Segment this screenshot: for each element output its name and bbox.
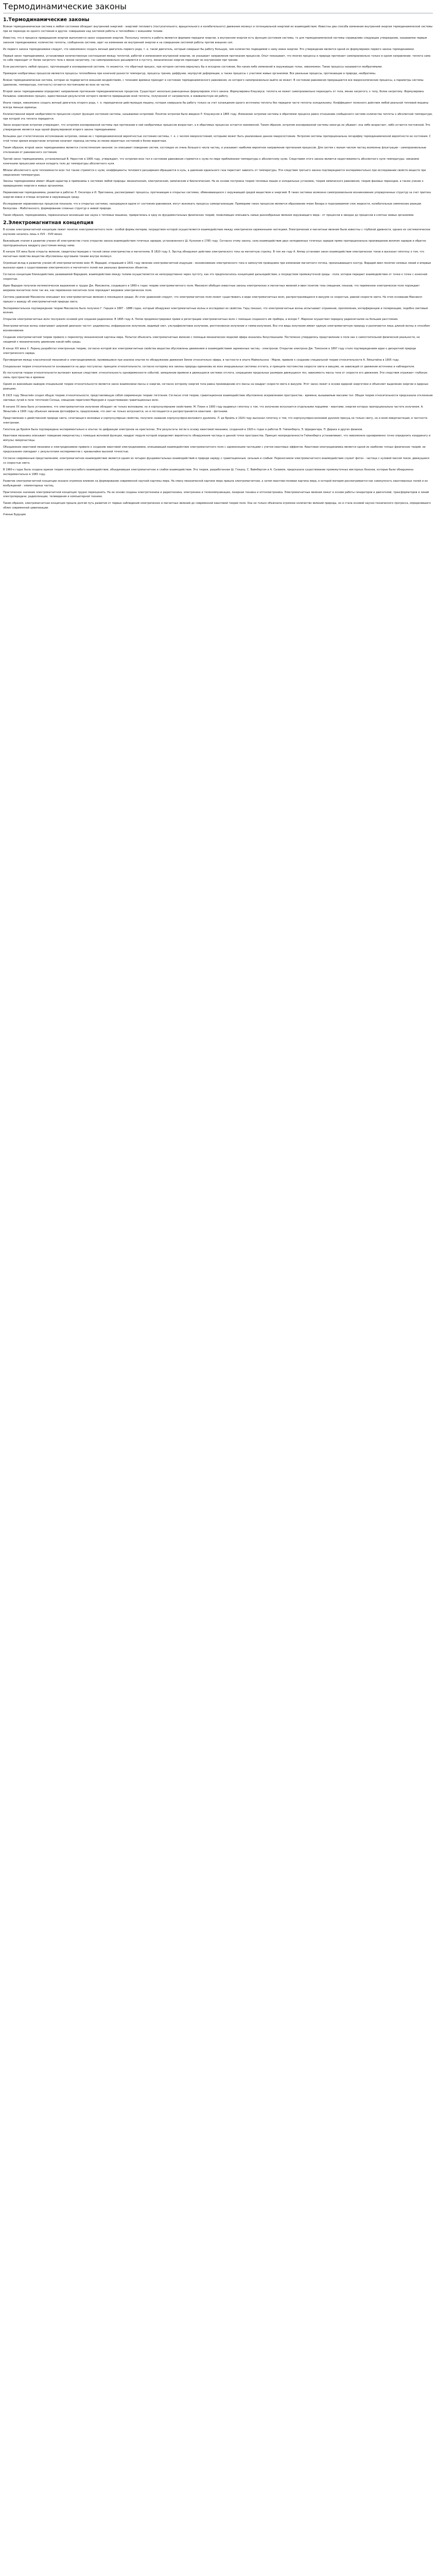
- section-heading: 2.Электромагнитная концепция: [3, 219, 94, 226]
- paragraph: Экспериментальное подтверждение теории Максвелла было получено Г. Герцем в 1887 - 1888 годах, который обнаружил электромагнитные волны и исследовал их свойства. Герц показал, что электромагнитные волны испытывают отражение, преломление, интерференцию и поляризацию, подобно световым волнам.: [3, 307, 428, 315]
- paragraph: Система уравнений Максвелла описывает все электромагнитные явления в покоящихся средах. Из этих уравнений следует, что электромагнитное поле может существовать в виде электромагнитных волн, распространяющихся в вакууме со скоростью, равной скорости света. На этом основании Максвелл пришел к выводу об электромагнитной природе света.: [3, 295, 423, 303]
- paragraph: Противоречия между классической механикой и электродинамикой, проявившиеся при анализе опытов по обнаружению движения Земли относительно эфира, в частности в опыте Майкельсона - Морли, привели к созданию специальной теории относительности А. Эйнштейна в 1905 году.: [3, 358, 399, 362]
- paragraph: Создание электромагнитной теории привело к пересмотру механической картины мира. Попытки объяснить электромагнитные явления с помощью механических моделей эфира оказались безуспешными. Постепенно утвердилось представление о поле как о самостоятельной физической реальности, не сводимой к механическому движению какой-либо среды.: [3, 336, 420, 344]
- truncated-tail-text: Ученые Будущие: [3, 513, 26, 517]
- paragraph: Согласно концепции близкодействия, развиваемой Фарадеем, взаимодействие между телами осуществляется не непосредственно через пустоту, как это предполагалось концепцией дальнодействия, а посредством промежуточной среды - поля, которое передает взаимодействие от точки к точке с конечной скоростью.: [3, 273, 427, 281]
- paragraph: Согласно современным представлениям, электромагнитное взаимодействие является одним из четырех фундаментальных взаимодействий в природе наряду с гравитационным, сильным и слабым. Переносчиком электромагнитного взаимодействия служит фотон - частица с нулевой массой покоя, движущаяся со скоростью света.: [3, 457, 429, 465]
- paragraph: Второй закон термодинамики определяет направление протекания термодинамических процессов. Существует несколько равноценных формулировок этого закона. Формулировка Клаузиуса: теплота не может самопроизвольно переходить от тела, менее нагретого, к телу, более нагретому. Формулировка Кельвина: невозможен процесс, единственным результатом которого является превращение всей теплоты, полученной от нагревателя, в эквивалентную ей работу.: [3, 90, 424, 98]
- paragraph: Вблизи абсолютного нуля теплоемкости всех тел также стремятся к нулю, коэффициенты теплового расширения обращаются в нуль, а давление идеального газа перестает зависеть от температуры. Эти следствия третьего закона подтверждаются экспериментально при исследовании свойств веществ при сверхнизких температурах.: [3, 168, 426, 177]
- paragraph: Больцман дал статистическое истолкование энтропии, связав ее с термодинамической вероятностью состояния системы, т. е. с числом микросостояний, которыми может быть реализовано данное макросостояние. Энтропия системы пропорциональна логарифму термодинамической вероятности ее состояния. С этой точки зрения возрастание энтропии означает переход системы из менее вероятных состояний в более вероятные.: [3, 135, 431, 143]
- paragraph: Электромагнитные волны охватывают широкий диапазон частот: радиоволны, инфракрасное излучение, видимый свет, ультрафиолетовое излучение, рентгеновское излучение и гамма-излучение. Все эти виды излучения имеют единую электромагнитную природу и различаются лишь длиной волны и способом возникновения.: [3, 325, 430, 333]
- document-body: [3, 17, 433, 511]
- paragraph: Таким образом, второй закон термодинамики является статистическим законом: он описывает поведение систем, состоящих из очень большого числа частиц, и указывает наиболее вероятное направление протекания процессов. Для систем с малым числом частиц возможны флуктуации - самопроизвольные отклонения от равновесного состояния.: [3, 146, 426, 154]
- paragraph: В начале XX века было установлено, что электромагнитное излучение обладает не только волновыми, но и корпускулярными свойствами. М. Планк в 1900 году выдвинул гипотезу о том, что излучение испускается отдельными порциями - квантами, энергия которых пропорциональна частоте излучения. А. Эйнштейн в 1905 году объяснил явление фотоэффекта, предположив, что свет не только испускается, но и поглощается и распространяется квантами - фотонами.: [3, 405, 424, 413]
- paragraph: Важнейшим этапом в развитии учения об электричестве стало открытие закона взаимодействия точечных зарядов, установленного Ш. Кулоном в 1785 году. Согласно этому закону, сила взаимодействия двух неподвижных точечных зарядов прямо пропорциональна произведению величин зарядов и обратно пропорциональна квадрату расстояния между ними.: [3, 239, 426, 247]
- page-title: Термодинамические законы: [3, 2, 433, 13]
- paragraph: Третий закон термодинамики, установленный В. Нернстом в 1906 году, утверждает, что энтропия всех тел в состоянии равновесия стремится к нулю по мере приближения температуры к абсолютному нулю. Следствием этого закона является недостижимость абсолютного нуля температуры: никакими конечными процессами нельзя охладить тело до температуры абсолютного нуля.: [3, 157, 419, 165]
- paragraph: В основе электромагнитной концепции лежит понятие электромагнитного поля - особой формы материи, посредством которой осуществляется взаимодействие между электрически заряженными частицами. Электрические и магнитные явления были известны с глубокой древности, однако их систематическое изучение началось лишь в XVII - XVIII веках.: [3, 228, 430, 236]
- paragraph: Из постулатов теории относительности вытекают важные следствия: относительность одновременности событий, замедление времени в движущихся системах отсчета, сокращение продольных размеров движущихся тел, зависимость массы тела от скорости его движения. Эти следствия отражают глубокую связь пространства и времени.: [3, 371, 428, 380]
- paragraph: Неравновесная термодинамика, развитая в работах Л. Онсагера и И. Пригожина, рассматривает процессы, протекающие в открытых системах, обменивающихся с окружающей средой веществом и энергией. В таких системах возможно самопроизвольное возникновение упорядоченных структур за счет притока энергии извне и отвода энтропии в окружающую среду.: [3, 191, 431, 199]
- paragraph: Законы термодинамики имеют общий характер и применимы к системам любой природы: механическим, электрическим, химическим и биологическим. На их основе построена теория тепловых машин и холодильных установок, теория химического равновесия, теория фазовых переходов, а также учение о превращениях энергии в живых организмах.: [3, 180, 424, 188]
- paragraph: Гипотеза де Бройля была подтверждена экспериментально в опытах по дифракции электронов на кристаллах. Эти результаты легли в основу квантовой механики, созданной в 1920-х годах в работах В. Гейзенберга, Э. Шредингера, П. Дирака и других физиков.: [3, 428, 363, 431]
- paragraph: Специальная теория относительности основывается на двух постулатах: принципе относительности, согласно которому все законы природы одинаковы во всех инерциальных системах отсчета, и принципе постоянства скорости света в вакууме, не зависящей от движения источника и наблюдателя.: [3, 365, 415, 368]
- paragraph: Практическое значение электромагнитной концепции трудно переоценить. На ее основе созданы электротехника и радиотехника, электроника и телекоммуникации, лазерная техника и оптоэлектроника. Электромагнитные явления лежат в основе работы генераторов и двигателей, трансформаторов и линий электропередачи, радиолокации, телевидения и компьютерной техники.: [3, 490, 429, 499]
- paragraph: Таким образом, электромагнитная концепция прошла долгий путь развития от первых наблюдений электрических и магнитных явлений до современной квантовой теории поля. Она не только объяснила огромное количество явлений природы, но и стала основой научно-технического прогресса, определившего облик современной цивилизации.: [3, 502, 431, 510]
- paragraph: Примером необратимых процессов являются процессы теплообмена при конечной разности температур, процессы трения, диффузии, неупругой деформации, а также процессы с участием живых организмов. Все реальные процессы, протекающие в природе, необратимы.: [3, 72, 376, 76]
- paragraph: Известно, что в процессе превращения энергии выполняется закон сохранения энергии. Поскольку теплота и работа являются формами передачи энергии, а внутренняя энергия есть функция состояния системы, то для термодинамической системы справедливо следующее утверждение, называемое первым законом термодинамики: количество теплоты, сообщенное системе, идет на изменение ее внутренней энергии и на совершение системой работы против внешних сил.: [3, 36, 427, 44]
- paragraph: В 1960-х годах была создана единая теория электрослабого взаимодействия, объединившая электромагнитное и слабое взаимодействия. Эта теория, разработанная Ш. Глэшоу, С. Вайнбергом и А. Саламом, предсказала существование промежуточных векторных бозонов, которые были обнаружены экспериментально в 1983 году.: [3, 468, 414, 476]
- paragraph: Иначе говоря, невозможно создать вечный двигатель второго рода, т. е. периодически действующую машину, которая совершала бы работу только за счет охлаждения одного источника теплоты без передачи части теплоты холодильнику. Коэффициент полезного действия любой реальной тепловой машины всегда меньше единицы.: [3, 101, 429, 109]
- document-section: [3, 220, 433, 511]
- paragraph: Развитие электромагнитной концепции оказало огромное влияние на формирование современной научной картины мира. На смену механической картине мира пришла электромагнитная, а затем квантово-полевая картина мира, в которой материя рассматривается как совокупность квантованных полей и их возбуждений - элементарных частиц.: [3, 479, 428, 487]
- section-heading: 1.Термодинамические законы: [3, 17, 90, 23]
- paragraph: Из первого закона термодинамики следует, что невозможно создать вечный двигатель первого рода, т. е. такой двигатель, который совершал бы работу большую, чем количество подводимой к нему извне энергии. Это утверждение является одной из формулировок первого закона термодинамики.: [3, 47, 415, 51]
- paragraph: Количественной мерой необратимости процессов служит функция состояния системы, называемая энтропией. Понятие энтропии было введено Р. Клаузиусом в 1865 году. Изменение энтропии системы в обратимом процессе равно отношению сообщенного системе количества теплоты к абсолютной температуре, при которой эта теплота передается.: [3, 112, 433, 121]
- paragraph: В начале XIX века были открыты явления, свидетельствующие о тесной связи электричества и магнетизма. В 1820 году Х. Эрстед обнаружил действие электрического тока на магнитную стрелку. В том же году А. Ампер установил закон взаимодействия электрических токов и высказал гипотезу о том, что магнитные свойства вещества обусловлены круговыми токами внутри молекул.: [3, 250, 424, 259]
- paragraph: Представление о двойственной природе света, сочетающего волновые и корпускулярные свойства, получило название корпускулярно-волнового дуализма. Л. де Бройль в 1924 году высказал гипотезу о том, что корпускулярно-волновой дуализм присущ не только свету, но и всем микрочастицам, в частности электронам.: [3, 416, 428, 425]
- paragraph: Всякая термодинамическая система, которая не подвергается внешним воздействиям, с течением времени приходит в состояние термодинамического равновесия, из которого самопроизвольно выйти не может. В состоянии равновесия прекращаются все макроскопические процессы, а параметры системы (давление, температура, плотность) остаются постоянными во всех ее частях.: [3, 79, 424, 87]
- paragraph: Если рассмотреть любой процесс, протекающий в изолированной системе, то окажется, что обратный процесс, при котором система вернулась бы в исходное состояние, без каких-либо изменений в окружающих телах, невозможен. Такие процессы называются необратимыми.: [3, 65, 382, 69]
- paragraph: Первый закон термодинамики, устанавливая количественные соотношения между теплотой, работой и изменением внутренней энергии, не указывает направления протекания процессов. Опыт показывает, что многие процессы в природе протекают самопроизвольно только в одном направлении: теплота сама по себе переходит от более нагретого тела к менее нагретому, газ самопроизвольно расширяется в пустоту, механическая энергия переходит во внутреннюю при трении.: [3, 54, 431, 62]
- document-section: [3, 17, 433, 218]
- paragraph: Идеи Фарадея получили математическое выражение в трудах Дж. Максвелла, создавшего в 1860-х годах теорию электромагнитного поля. Максвелл обобщил известные законы электрических и магнитных явлений и ввел понятие тока смещения, показав, что переменное электрическое поле порождает вихревое магнитное поле так же, как переменное магнитное поле порождает вихревое электрическое поле.: [3, 284, 420, 292]
- paragraph: В 1915 году Эйнштейн создал общую теорию относительности, представляющую собой современную теорию тяготения. Согласно этой теории, гравитационное взаимодействие обусловлено искривлением пространства - времени, вызываемым массами тел. Общая теория относительности предсказала отклонение световых лучей в поле тяготения Солнца, смещение перигелия Меркурия и существование гравитационных волн.: [3, 394, 433, 402]
- paragraph: Объединение квантовой механики и электродинамики привело к созданию квантовой электродинамики, описывающей взаимодействие электромагнитного поля с заряженными частицами с учетом квантовых эффектов. Квантовая электродинамика является одной из наиболее точных физических теорий: ее предсказания совпадают с результатами экспериментов с чрезвычайно высокой точностью.: [3, 446, 426, 454]
- paragraph: Открытие электромагнитных волн послужило основой для создания радиосвязи. В 1895 году А. Попов продемонстрировал прием и регистрацию электромагнитных волн с помощью созданного им прибора, а вскоре Г. Маркони осуществил передачу радиосигналов на большие расстояния.: [3, 318, 398, 321]
- paragraph: В конце XIX века Х. Лоренц разработал электронную теорию, согласно которой все электромагнитные свойства вещества обусловлены движением и взаимодействием заряженных частиц - электронов. Открытие электрона Дж. Томсоном в 1897 году стало подтверждением идеи о дискретной природе электрического заряда.: [3, 347, 416, 355]
- paragraph: Огромный вклад в развитие учения об электромагнетизме внес М. Фарадей, открывший в 1831 году явление электромагнитной индукции - возникновение электрического тока в замкнутом проводнике при изменении магнитного потока, пронизывающего контур. Фарадей ввел понятие силовых линий и впервые высказал идею о существовании электрического и магнитного полей как реальных физических объектов.: [3, 262, 431, 270]
- paragraph: Закон возрастания энтропии утверждает, что энтропия изолированной системы при протекании в ней необратимых процессов возрастает, а в обратимых процессах остается неизменной. Таким образом, энтропия изолированной системы никогда не убывает: она либо возрастает, либо остается постоянной. Это утверждение является еще одной формулировкой второго закона термодинамики.: [3, 124, 430, 132]
- paragraph: Таким образом, термодинамика, первоначально возникшая как наука о тепловых машинах, превратилась в одну из фундаментальных физических теорий, позволяющих описывать самые разнообразные явления окружающего мира - от процессов в звездах до процессов в клетках живых организмов.: [3, 213, 414, 217]
- paragraph: Исследования неравновесных процессов показали, что в открытых системах, находящихся вдали от состояния равновесия, могут возникать процессы самоорганизации. Примерами таких процессов являются образование ячеек Бенара в подогреваемом слое жидкости, колебательные химические реакции Белоусова - Жаботинского, формирование сложных структур в живой природе.: [3, 202, 422, 210]
- paragraph: Одним из важнейших выводов специальной теории относительности является закон взаимосвязи массы и энергии, согласно которому энергия тела равна произведению его массы на квадрат скорости света в вакууме. Этот закон лежит в основе ядерной энергетики и объясняет выделение энергии в ядерных реакциях.: [3, 383, 429, 391]
- paragraph: Всякая термодинамическая система в любом состоянии обладает внутренней энергией - энергией теплового (поступательного, вращательного и колебательного) движения молекул и потенциальной энергией их взаимодействия. Известны два способа изменения внутренней энергии термодинамической системы при ее переходе из одного состояния в другое: совершение над системой работы и теплообмен с внешними телами.: [3, 25, 433, 33]
- paragraph: Квантовая механика описывает поведение микрочастиц с помощью волновой функции, квадрат модуля которой определяет вероятность обнаружения частицы в данной точке пространства. Принцип неопределенности Гейзенберга устанавливает, что невозможно одновременно точно определить координату и импульс микрочастицы.: [3, 434, 431, 443]
